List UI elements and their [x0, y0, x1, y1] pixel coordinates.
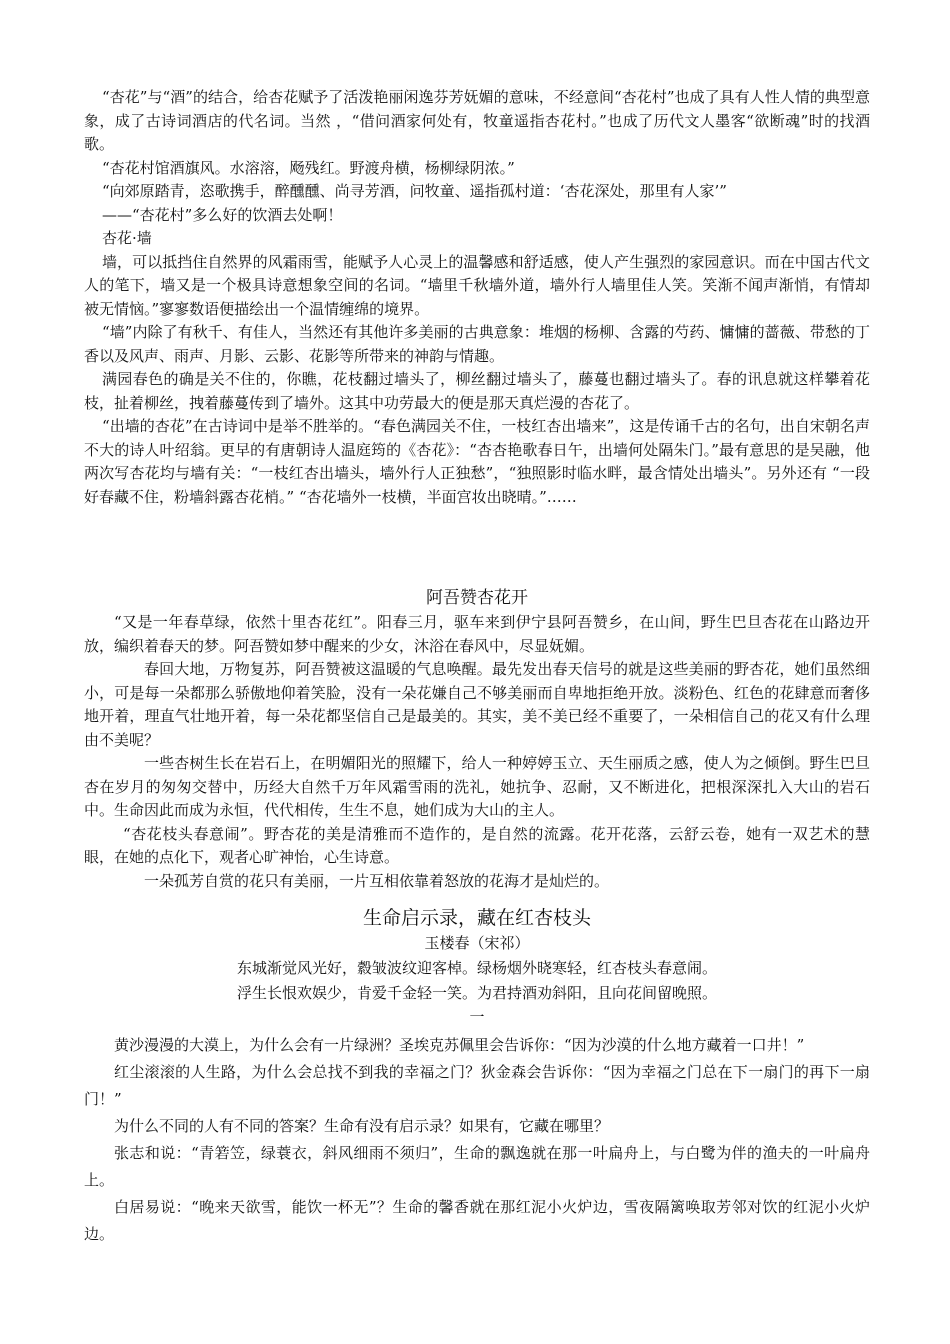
paragraph: 为什么不同的人有不同的答案？生命有没有启示录？如果有，它藏在哪里？	[114, 1117, 610, 1135]
section-awuzan	[84, 586, 870, 893]
poem-line: 东城渐觉风光好，縠皱波纹迎客棹。绿杨烟外晓寒轻，红杏枝头春意闹。	[236, 959, 717, 977]
paragraph: 张志和说：“青箬笠，绿蓑衣，斜风细雨不须归”，生命的飘逸就在那一叶扁舟上，与白鹭为伴的渔夫的一叶扁舟上。	[84, 1144, 870, 1189]
paragraph: “出墙的杏花”在古诗词中是举不胜举的。“春色满园关不住，一枝红杏出墙来”，这是传诵千古的名句，出自宋朝名声不大的诗人叶绍翁。更早的有唐朝诗人温庭筠的《杏花》：“杏杏艳歌春日午，出墙何处隔朱门。”最有意思的是吴融，他两次写杏花均与墙有关：“一枝红杏出墙头，墙外行人正独愁”，“独照影时临水畔，最含情处出墙头”。另外还有 “一段好春藏不住，粉墙斜露杏花梢。” “杏花墙外一枝横，半面宫妆出晓晴。”……	[84, 417, 870, 506]
quote-line: “杏花村馆酒旗风。水溶溶，飏残红。野渡舟横，杨柳绿阴浓。”	[102, 158, 515, 177]
paragraph: 满园春色的确是关不住的，你瞧，花枝翻过墙头了，柳丝翻过墙头了，藤蔓也翻过墙头了。春的讯息就这样攀着花枝，扯着柳丝，拽着藤蔓传到了墙外。这其中功劳最大的便是那天真烂漫的杏花了。	[84, 370, 870, 412]
paragraph: 墙，可以抵挡住自然界的风霜雨雪，能赋予人心灵上的温馨感和舒适感，使人产生强烈的家园意识。而在中国古代文人的笔下，墙又是一个极具诗意想象空间的名词。“墙里千秋墙外道，墙外行人墙里佳人笑。笑渐不闻声渐悄，有情却被无情恼。”寥寥数语便描绘出一个温情缠绵的境界。	[84, 252, 870, 318]
section-title: 阿吾赞杏花开	[426, 588, 528, 608]
paragraph: 黄沙漫漫的大漠上，为什么会有一片绿洲？圣埃克苏佩里会告诉你：“因为沙漠的什么地方藏着一口井！”	[114, 1036, 805, 1054]
quote-line: ——“杏花村”多么好的饮酒去处啊！	[102, 205, 343, 224]
paragraph: “墙”内除了有秋千、有佳人，当然还有其他许多美丽的古典意象：堆烟的杨柳、含露的芍药、慵慵的蔷薇、带愁的丁香以及风声、雨声、月影、云影、花影等所带来的神韵与情趣。	[84, 323, 870, 365]
paragraph: 一朵孤芳自赏的花只有美丽，一片互相依靠着怒放的花海才是灿烂的。	[144, 871, 610, 890]
section-title: 生命启示录，藏在红杏枝头	[362, 907, 591, 929]
poem-line: 浮生长恨欢娱少，肯爱千金轻一笑。为君持酒劝斜阳，且向花间留晚照。	[236, 984, 717, 1002]
poem-title: 玉楼春（宋祁）	[424, 934, 530, 952]
paragraph: 春回大地，万物复苏，阿吾赞被这温暖的气息唤醒。最先发出春天信号的就是这些美丽的野杏花，她们虽然细小，可是每一朵都那么骄傲地仰着笑脸，没有一朵花嫌自己不够美丽而自卑地拒绝开放。淡粉色、红色的花肆意而奢侈地开着，理直气壮地开着，每一朵花都坚信自己是最美的。其实，美不美已经不重要了，一朵相信自己的花又有什么理由不美呢？	[84, 660, 870, 749]
section-apricot-wine	[84, 86, 870, 509]
paragraph: 红尘滚滚的人生路，为什么会总找不到我的幸福之门？狄金森会告诉你：“因为幸福之门总在下一扇门的再下一扇门！”	[84, 1063, 870, 1108]
paragraph: 一些杏树生长在岩石上，在明媚阳光的照耀下，给人一种婷婷玉立、天生丽质之感，使人为之倾倒。野生巴旦杏在岁月的匆匆交替中，历经大自然千万年风霜雪雨的洗礼，她抗争、忍耐，又不断进化，把根深深扎入大山的岩石中。生命因此而成为永恒，代代相传，生生不息，她们成为大山的主人。	[84, 754, 870, 819]
section-number: 一	[469, 1008, 485, 1026]
paragraph: “又是一年春草绿，依然十里杏花红”。阳春三月，驱车来到伊宁县阿吾赞乡，在山间，野生巴旦杏花在山路边开放，编织着春天的梦。阿吾赞如梦中醒来的少女，沐浴在春风中，尽显妩媚。	[84, 613, 870, 655]
paragraph: 白居易说：“晚来天欲雪，能饮一杯无”？生命的馨香就在那红泥小火炉边，雪夜隔篱唤取芳邻对饮的红泥小火炉边。	[84, 1198, 870, 1243]
subheading-apricot-wall: 杏花·墙	[102, 229, 152, 247]
quote-line: “向郊原踏青，恣歌携手，醉醺醺、尚寻芳酒，问牧童、遥指孤村道：‘杏花深处，那里有人家’”	[102, 182, 727, 200]
paragraph: “杏花”与“酒”的结合，给杏花赋予了活泼艳丽闲逸芬芳妩媚的意味，不经意间“杏花村”也成了具有人性人情的典型意象，成了古诗词酒店的代名词。当然 ，“借问酒家何处有，牧童遥指杏花村。”也成了历代文人墨客“欲断魂”时的找酒歌。	[84, 88, 870, 153]
section-life-revelation	[84, 905, 870, 1248]
paragraph: “杏花枝头春意闹”。野杏花的美是清雅而不造作的，是自然的流露。花开花落，云舒云卷，她有一双艺术的慧眼，在她的点化下，观者心旷神怡，心生诗意。	[84, 824, 870, 866]
